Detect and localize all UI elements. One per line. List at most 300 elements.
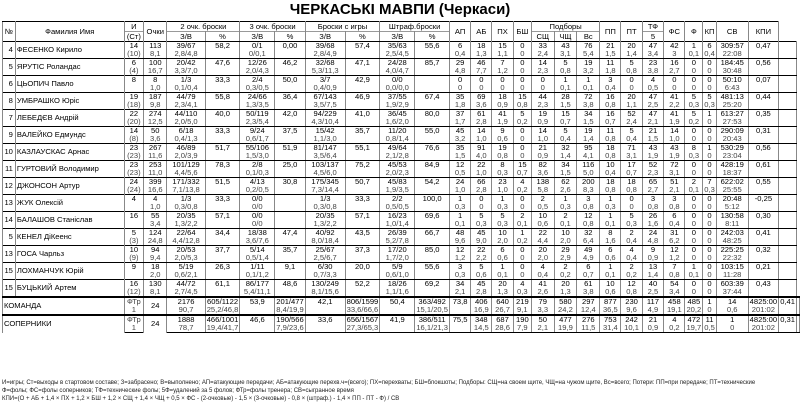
col-f: Ф (685, 22, 703, 42)
stat-reb-all-avg: 3,2 (577, 67, 600, 76)
games-played: 19 (124, 93, 143, 102)
stat-tf: 458 (664, 297, 685, 306)
table-row (3, 246, 800, 255)
stat-3pt-made-avg: 0,1/0,3 (240, 169, 275, 178)
stat-f-avg: 0 (685, 203, 703, 212)
stat-ab: 640 (492, 297, 513, 306)
header-row (3, 22, 800, 32)
stat-2pt-made: 605/1122 (206, 297, 239, 306)
stat-bsh-avg: 0 (513, 67, 531, 76)
stat-2pt-made: 6/18 (167, 127, 205, 136)
stat-kp: 0 (703, 161, 717, 170)
stat-fg-pct-avg (345, 220, 380, 229)
stat-ab: 5 (471, 212, 492, 221)
stat-kp: 0 (703, 59, 717, 68)
games-started: (23) (124, 169, 143, 178)
stat-f-avg: 0 (685, 84, 703, 93)
player-number: 5 (3, 59, 16, 76)
stat-fg-pct: 42,9 (345, 76, 380, 85)
stat-reb-all-avg: 3,8 (577, 288, 600, 297)
stat-reb-own-avg: 24,2 (554, 306, 577, 315)
player-number: 13 (3, 246, 16, 263)
stat-fg-made-avg: 1,1/3,0 (305, 135, 345, 144)
stat-fg-pct-avg (345, 288, 380, 297)
col-ap: АП (449, 22, 470, 42)
stat-px-avg: 1,2 (492, 67, 513, 76)
stat-px-avg: 1,1 (492, 50, 513, 59)
stat-pp: 1 (600, 195, 621, 204)
stat-3pt-pct-avg (275, 67, 305, 76)
stat-kpi (779, 127, 797, 136)
stat-f: 0 (685, 246, 703, 255)
stat-ab-avg: 1,0 (471, 135, 492, 144)
stat-px: 18 (492, 93, 513, 102)
stat-reb-all-avg: 0,1 (577, 84, 600, 93)
stat-ab: 18 (471, 42, 492, 51)
stat-3pt-made: 2/4 (240, 76, 275, 85)
stat-3pt-pct-avg (275, 237, 305, 246)
stat-f-avg: 0 (703, 306, 717, 315)
stat-ft-made: 26/39 (380, 229, 415, 238)
legend (2, 379, 798, 403)
stat-five-f: 50:10 (716, 76, 748, 85)
stat-ap: 406 (471, 297, 492, 306)
stat-3pt-pct: 30,8 (275, 178, 305, 187)
stat-pt: 4 (621, 246, 642, 255)
stat-reb-all-avg: 5,0 (577, 169, 600, 178)
stat-fs-avg: 3 (664, 50, 685, 59)
stat-3pt-pct: 33,6 (305, 315, 345, 324)
stat-pp: 1 (600, 263, 621, 272)
stat-kp-avg: 0 (716, 324, 748, 333)
stat-reb-own-avg: 0,5 (532, 203, 554, 212)
stat-px: 20 (492, 280, 513, 289)
stat-f: 11 (703, 315, 717, 324)
stat-bsh-avg: 0,2 (513, 237, 531, 246)
stat-fg-made-avg: 0,3/0,8 (305, 203, 345, 212)
stat-fg-made: 130/249 (305, 280, 345, 289)
stat-pp: 18 (600, 178, 621, 187)
stat-bsh: 0 (513, 195, 531, 204)
stat-2pt-pct-avg (205, 271, 240, 280)
games-started: (9) (124, 254, 143, 263)
stat-points-avg: 3,6 (144, 135, 167, 144)
stat-kp: 0 (703, 280, 717, 289)
stat-ap: 0 (449, 76, 470, 85)
stat-f-avg: 0 (685, 135, 703, 144)
stat-tf-avg: 1,6 (642, 220, 664, 229)
stat-reb-all: 19 (577, 127, 600, 136)
games-started: (3) (124, 237, 143, 246)
stat-tf-avg: 1,4 (642, 271, 664, 280)
stat-px-avg: 0,3 (492, 203, 513, 212)
col-games: И (124, 22, 143, 32)
table-row (3, 59, 800, 68)
stat-ft-made: 35/63 (380, 42, 415, 51)
stat-sv-avg (748, 50, 779, 59)
stat-px-avg: 0,6 (492, 254, 513, 263)
stat-fg-made: 806/1599 (346, 297, 379, 306)
stat-fg-made: 20/35 (305, 212, 345, 221)
stat-pp-avg: 0,4 (600, 84, 621, 93)
stat-pp: 11 (600, 59, 621, 68)
stat-ap-avg: 1,8 (449, 101, 470, 110)
stat-2pt-pct-avg (240, 306, 275, 315)
stat-3pt-pct-avg (305, 306, 345, 315)
stat-kpi-avg (779, 203, 797, 212)
table-row (3, 195, 800, 204)
coach-fouls-label: ФТр (124, 315, 143, 324)
stat-3pt-made: 1/11 (240, 263, 275, 272)
stat-tf: 47 (642, 93, 664, 102)
stat-reb-opp: 29 (554, 246, 577, 255)
stat-fs: 31 (664, 229, 685, 238)
stat-five-f-avg: 23:04 (716, 152, 748, 161)
stat-ft-made-avg: 2,1/2,8 (380, 152, 415, 161)
stat-reb-all: 12 (577, 212, 600, 221)
stat-points: 187 (144, 93, 167, 102)
stat-ft-pct-avg (415, 101, 450, 110)
stat-2pt-made: 44/79 (167, 93, 205, 102)
stat-pt-avg: 0,4 (621, 135, 642, 144)
player-number: 13 (3, 195, 16, 212)
stat-kpi (779, 280, 797, 289)
stat-px: 23 (492, 178, 513, 187)
stat-ft-pct-avg (415, 237, 450, 246)
player-name: ЯРУТІС Роландас (15, 59, 124, 76)
stat-sv-avg (748, 84, 779, 93)
stat-3pt-pct (275, 195, 305, 204)
stat-ft-made-avg: 0,8/1,4 (380, 135, 415, 144)
stat-3pt-made-avg: 0,2/0,5 (240, 186, 275, 195)
stat-bsh-avg: 0,7 (513, 169, 531, 178)
stat-kp-avg: 0 (703, 288, 717, 297)
stat-kp-avg: 0 (703, 271, 717, 280)
legend-line: И=игры; Ст=выходы в стартовом составе; З=забрасено; В=выполнено; АП=атакующие передачи; АБ=атакующие перехв.ч=(всего); ПХ=перехваты; БШ=блокшоты; Подборы: СЩ=на своем щите, ЧЩ=на чужом щите, Вс=всего; Потери: ПП=при передаче; ПТ=технические (2, 380, 756, 386)
stat-reb-opp: 2 (554, 263, 577, 272)
stat-kpi-avg (779, 118, 797, 127)
stat-reb-all: 200 (577, 178, 600, 187)
games-started (124, 271, 143, 280)
player-name: ГОСА Чарльз (15, 246, 124, 263)
stat-reb-opp-avg: 0,3 (554, 203, 577, 212)
player-number: 6 (3, 76, 16, 93)
stat-ab-avg: 0,6 (471, 271, 492, 280)
stat-px: 15 (492, 42, 513, 51)
stat-fs: 485 (685, 297, 703, 306)
stat-px-avg: 0 (492, 84, 513, 93)
stat-fs: 12 (664, 246, 685, 255)
stat-ft-made-avg: 0,6/1,0 (380, 271, 415, 280)
stat-ap-avg: 1,5 (449, 152, 470, 161)
stat-ab: 687 (492, 315, 513, 324)
stat-3pt-pct-avg (275, 254, 305, 263)
stat-pp-avg: 0,8 (600, 101, 621, 110)
stat-pt: 5 (621, 212, 642, 221)
stat-reb-opp: 62 (554, 178, 577, 187)
stat-sv: -0,25 (748, 195, 779, 204)
stat-fg-pct: 43,5 (345, 229, 380, 238)
stat-3pt-pct-avg (275, 118, 305, 127)
stat-ft-made: 45/53 (380, 161, 415, 170)
stat-2pt-made: 466/1001 (206, 315, 239, 324)
stat-reb-all: 877 (600, 297, 621, 306)
stat-kpi (779, 59, 797, 68)
stat-bsh: 15 (513, 161, 531, 170)
stat-3pt-pct-avg (275, 169, 305, 178)
stat-reb-own: 2 (532, 195, 554, 204)
stat-3pt-pct-avg (275, 288, 305, 297)
col-pp: ПП (600, 22, 621, 42)
stat-five-f-avg: 22:32 (716, 254, 748, 263)
stat-pt-avg: 0,8 (621, 67, 642, 76)
stat-f-avg: 0,3 (685, 152, 703, 161)
stat-reb-own-avg: 0 (532, 84, 554, 93)
stat-3pt-made-avg: 1,5/3,0 (240, 152, 275, 161)
stat-px: 19 (492, 144, 513, 153)
stat-kp: 0 (703, 76, 717, 85)
stat-reb-own: 44 (532, 93, 554, 102)
stat-sv-avg (748, 203, 779, 212)
stat-points: 55 (144, 212, 167, 221)
stat-pt-avg: 1,1 (621, 101, 642, 110)
player-number: 9 (3, 127, 16, 144)
stat-pt: 5 (621, 127, 642, 136)
stat-reb-opp: 297 (577, 297, 600, 306)
stat-five-f: 103:15 (716, 263, 748, 272)
stat-fs: 41 (664, 110, 685, 119)
stat-ft-made-avg: 5,2/7,8 (380, 237, 415, 246)
stat-3pt-made: 0/1 (240, 42, 275, 51)
stat-f-avg: 0,1 (685, 271, 703, 280)
stat-tf: 24 (642, 229, 664, 238)
stat-fs: 54 (664, 280, 685, 289)
stat-points-avg: 1,0 (144, 203, 167, 212)
stat-ab-avg: 0,3 (471, 220, 492, 229)
stat-ft-pct: 69,2 (415, 280, 450, 289)
stat-points-avg: 9,4 (144, 254, 167, 263)
stat-ap: 1 (449, 212, 470, 221)
stat-sv-avg (748, 288, 779, 297)
stat-ap-avg: 0,4 (449, 50, 470, 59)
stat-fs: 41 (664, 93, 685, 102)
games-played: 14 (124, 127, 143, 136)
stat-2pt-made: 1/3 (167, 76, 205, 85)
stat-fs: 6 (664, 212, 685, 221)
stat-reb-own-avg: 4,4 (532, 237, 554, 246)
games-played: 14 (124, 42, 143, 51)
player-name: КАЗЛАУСКАС Арнас (15, 144, 124, 161)
stat-fg-pct: 46,9 (345, 93, 380, 102)
stat-pt-avg: 0,4 (621, 254, 642, 263)
total-games: 24 (144, 297, 167, 315)
stat-fg-pct-avg (345, 50, 380, 59)
stat-tf-avg: 2,5 (642, 288, 664, 297)
stat-fg-pct-avg (345, 271, 380, 280)
stat-3pt-made: 86/177 (240, 280, 275, 289)
stat-pp-avg: 0,6 (600, 254, 621, 263)
player-number: 7 (3, 110, 16, 127)
stat-fg-made: 32/68 (305, 59, 345, 68)
stat-fs-avg: 3,1 (664, 169, 685, 178)
stat-ap-avg: 3,2 (449, 135, 470, 144)
player-name: ДЖОНСОН Артур (15, 178, 124, 195)
stat-3pt-made: 0/0 (240, 195, 275, 204)
col-pt: ПТ (621, 22, 642, 42)
games-started: (24) (124, 186, 143, 195)
stat-reb-opp-avg: 11,5 (577, 324, 600, 333)
stat-sv: 0,56 (748, 144, 779, 153)
stat-ap-avg: 0,3 (449, 203, 470, 212)
sub-reb-opp: ЧЩ (554, 32, 577, 42)
col-no: № (3, 22, 16, 42)
stat-kpi (779, 93, 797, 102)
stat-3pt-made-avg: 0,1/1,2 (240, 271, 275, 280)
stat-bsh: 0 (513, 127, 531, 136)
stat-tf-avg: 0,2 (664, 324, 685, 333)
games-started: (23) (124, 152, 143, 161)
stat-five-f: 20:48 (716, 195, 748, 204)
stat-fg-pct-avg (345, 169, 380, 178)
stat-f: 0 (685, 59, 703, 68)
stat-pt: 71 (621, 144, 642, 153)
stat-points: 8 (144, 76, 167, 85)
stat-pt: 17 (621, 161, 642, 170)
stat-fs-avg: 2,2 (664, 101, 685, 110)
stat-2pt-pct: 51,7 (205, 144, 240, 153)
stat-reb-all: 76 (577, 42, 600, 51)
stat-3pt-pct: 42,0 (275, 110, 305, 119)
stat-2pt-made-avg: 0,1/0,4 (167, 84, 205, 93)
stat-ft-pct-avg (415, 203, 450, 212)
stat-pp: 21 (600, 42, 621, 51)
stat-ft-made-avg: 1,0/1,4 (380, 220, 415, 229)
stat-f: 1 (685, 42, 703, 51)
stat-reb-all-avg: 0,8 (577, 203, 600, 212)
stat-px: 0 (492, 76, 513, 85)
games-started: (10) (124, 50, 143, 59)
stat-ab-avg: 3,6 (471, 101, 492, 110)
stat-sv-avg (748, 220, 779, 229)
coach-fouls-label: ФТр (124, 297, 143, 306)
stat-2pt-made-avg: 4,4/5,6 (167, 169, 205, 178)
stat-sv: 0,30 (748, 212, 779, 221)
stat-px: 1 (492, 195, 513, 204)
stat-2pt-pct-avg (240, 324, 275, 333)
stat-kpi-avg (797, 324, 800, 333)
stat-bsh: 0 (513, 263, 531, 272)
stat-pp: 230 (621, 297, 642, 306)
stat-bsh: 0 (513, 42, 531, 51)
stat-points: 50 (144, 127, 167, 136)
stat-points-avg: 24,8 (144, 237, 167, 246)
stat-bsh-avg: 0,1 (513, 220, 531, 229)
stat-2pt-pct: 46,6 (240, 315, 275, 324)
stat-2pt-pct-avg (205, 152, 240, 161)
stat-ap-avg: 4,8 (449, 67, 470, 76)
stat-3pt-pct-avg (275, 50, 305, 59)
stat-kpi (779, 178, 797, 187)
stat-tf: 47 (642, 42, 664, 51)
games-started (124, 220, 143, 229)
sub-3pt-made: З/В (240, 32, 275, 42)
stat-ap-avg: 2,1 (449, 288, 470, 297)
stat-ft-pct-avg (415, 84, 450, 93)
stat-3pt-pct (275, 212, 305, 221)
stat-reb-opp: 2 (554, 212, 577, 221)
stat-fg-pct-avg (345, 101, 380, 110)
stat-ab-avg: 0 (471, 203, 492, 212)
stat-fg-pct: 35,7 (345, 127, 380, 136)
stat-sv: 0,41 (748, 229, 779, 238)
stat-ft-made-avg: 15,1/20,5 (416, 306, 448, 314)
stat-tf-avg: 1,5 (642, 135, 664, 144)
stat-reb-own-avg: 2,0 (532, 254, 554, 263)
games-played: 6 (124, 59, 143, 68)
stat-2pt-made-avg: 2,0/3,9 (167, 152, 205, 161)
stat-fg-made-avg: 33,6/66,6 (346, 306, 379, 314)
stat-bsh-avg: 0 (513, 135, 531, 144)
stat-five-f: 622:02 (716, 178, 748, 187)
stat-3pt-pct: 46,2 (275, 59, 305, 68)
stat-2pt-made-avg: 0,3/0,8 (167, 203, 205, 212)
col-3pt: 3 очк. броски (240, 22, 305, 32)
stat-reb-own: 20 (532, 246, 554, 255)
stat-pt: 18 (621, 178, 642, 187)
stat-fs: 72 (664, 161, 685, 170)
stat-pp: 3 (600, 76, 621, 85)
stat-px: 9 (492, 127, 513, 136)
stat-pt: 5 (621, 59, 642, 68)
stat-fg-made-avg: 0,7/3,3 (305, 271, 345, 280)
stat-3pt-made-avg: 0,3/0,5 (240, 84, 275, 93)
stat-pt-avg: 4,9 (642, 306, 664, 315)
stat-2pt-made-avg: 2,8/4,8 (167, 50, 205, 59)
stat-f: 0 (685, 212, 703, 221)
stat-3pt-made: 24/66 (240, 93, 275, 102)
col-kpi: КПИ (748, 22, 779, 42)
player-number: 12 (3, 178, 16, 195)
stat-2pt-pct: 34,4 (205, 229, 240, 238)
stat-sv-avg (748, 271, 779, 280)
stat-bsh: 0 (513, 246, 531, 255)
sub-3pt-pct: % (275, 32, 305, 42)
stat-kp-avg: 0 (703, 67, 717, 76)
stat-sv: 0,32 (748, 246, 779, 255)
stat-3pt-made: 190/566 (276, 315, 304, 324)
stat-3pt-made-avg: 0,6/1,7 (240, 135, 275, 144)
stat-kpi (779, 42, 797, 51)
stat-fg-pct: 50,4 (380, 297, 415, 306)
stat-ft-made-avg: 1,9/2,9 (380, 101, 415, 110)
sub-starts: (Ст) (124, 32, 143, 42)
stat-sv-avg (779, 324, 797, 333)
stat-px: 5 (492, 212, 513, 221)
stat-3pt-pct-avg (275, 203, 305, 212)
stat-ft-made-avg: 1,6/2,0 (380, 118, 415, 127)
stat-fs: 3 (664, 195, 685, 204)
stat-kp: 1 (703, 110, 717, 119)
stat-f: 0 (685, 161, 703, 170)
stat-ab-avg: 1,0 (471, 169, 492, 178)
stat-reb-own-avg: 19,9 (554, 324, 577, 333)
stat-ft-pct-avg (415, 186, 450, 195)
stat-tf: 4 (664, 315, 685, 324)
stat-kpi (779, 195, 797, 204)
stat-fg-made: 67/143 (305, 93, 345, 102)
games-started: (12) (124, 288, 143, 297)
stat-pt: 0 (621, 195, 642, 204)
